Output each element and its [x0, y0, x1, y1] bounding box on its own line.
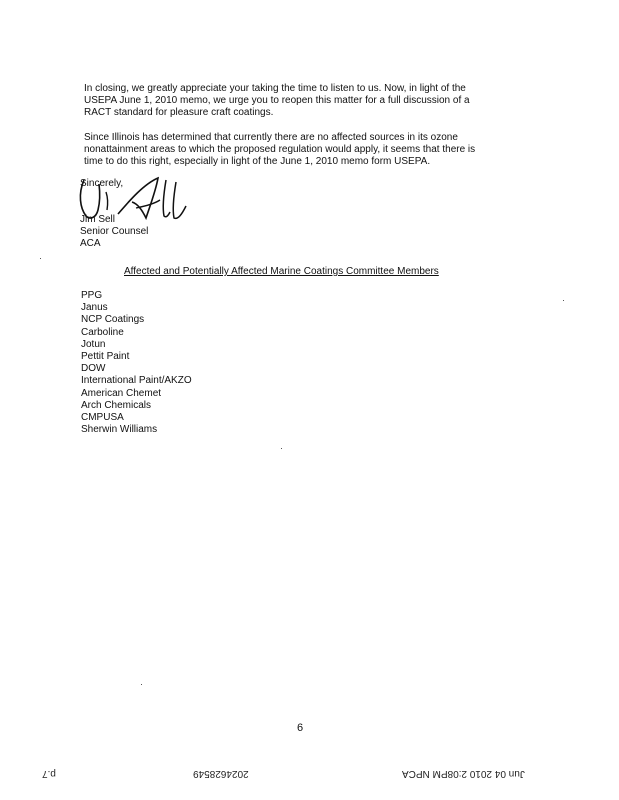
- illinois-line-2: nonattainment areas to which the proposed regulation would apply, it seems that there is: [84, 144, 476, 155]
- closing-paragraph: [84, 83, 544, 119]
- list-item: Sherwin Williams: [81, 424, 158, 436]
- illinois-line-3: time to do this right, especially in light of the June 1, 2010 memo form USEPA.: [84, 156, 431, 167]
- list-item: Jotun: [81, 338, 106, 350]
- illinois-paragraph: [84, 132, 544, 168]
- page-number: 6: [297, 722, 304, 734]
- illinois-line-1: Since Illinois has determined that currently there are no affected sources in its ozone: [84, 132, 458, 143]
- signer-title: Senior Counsel: [80, 226, 149, 237]
- scan-speck: [563, 300, 564, 301]
- fax-date-stamp: Jun 04 2010 2:08PM NPCA: [402, 768, 525, 779]
- signer-org: ACA: [80, 238, 101, 249]
- list-item: Pettit Paint: [81, 351, 130, 363]
- salutation: Sincerely,: [80, 178, 124, 189]
- list-item: International Paint/AKZO: [81, 375, 192, 387]
- list-item: DOW: [81, 363, 106, 375]
- closing-line-2: USEPA June 1, 2010 memo, we urge you to reopen this matter for a full discussion of a: [84, 95, 470, 106]
- list-item: Arch Chemicals: [81, 399, 152, 411]
- fax-page-marker: p.7: [42, 768, 56, 779]
- signer-name: Jim Sell: [80, 214, 116, 225]
- closing-line-1: In closing, we greatly appreciate your taking the time to listen to us. Now, in light of the: [84, 83, 466, 94]
- signature-block: [80, 178, 148, 250]
- scan-speck: [141, 684, 142, 685]
- list-item: Janus: [81, 302, 108, 314]
- fax-number: 2024628549: [193, 768, 249, 779]
- list-item: Carboline: [81, 326, 124, 338]
- list-item: PPG: [81, 290, 103, 301]
- committee-heading: Affected and Potentially Affected Marine Coatings Committee Members: [124, 266, 439, 277]
- scan-speck: [40, 258, 41, 259]
- list-item: NCP Coatings: [81, 314, 145, 326]
- committee-member-list: [81, 290, 192, 436]
- scan-speck: [281, 448, 282, 449]
- list-item: CMPUSA: [81, 412, 124, 424]
- closing-line-3: RACT standard for pleasure craft coatings.: [84, 107, 274, 118]
- list-item: American Chemet: [81, 387, 162, 399]
